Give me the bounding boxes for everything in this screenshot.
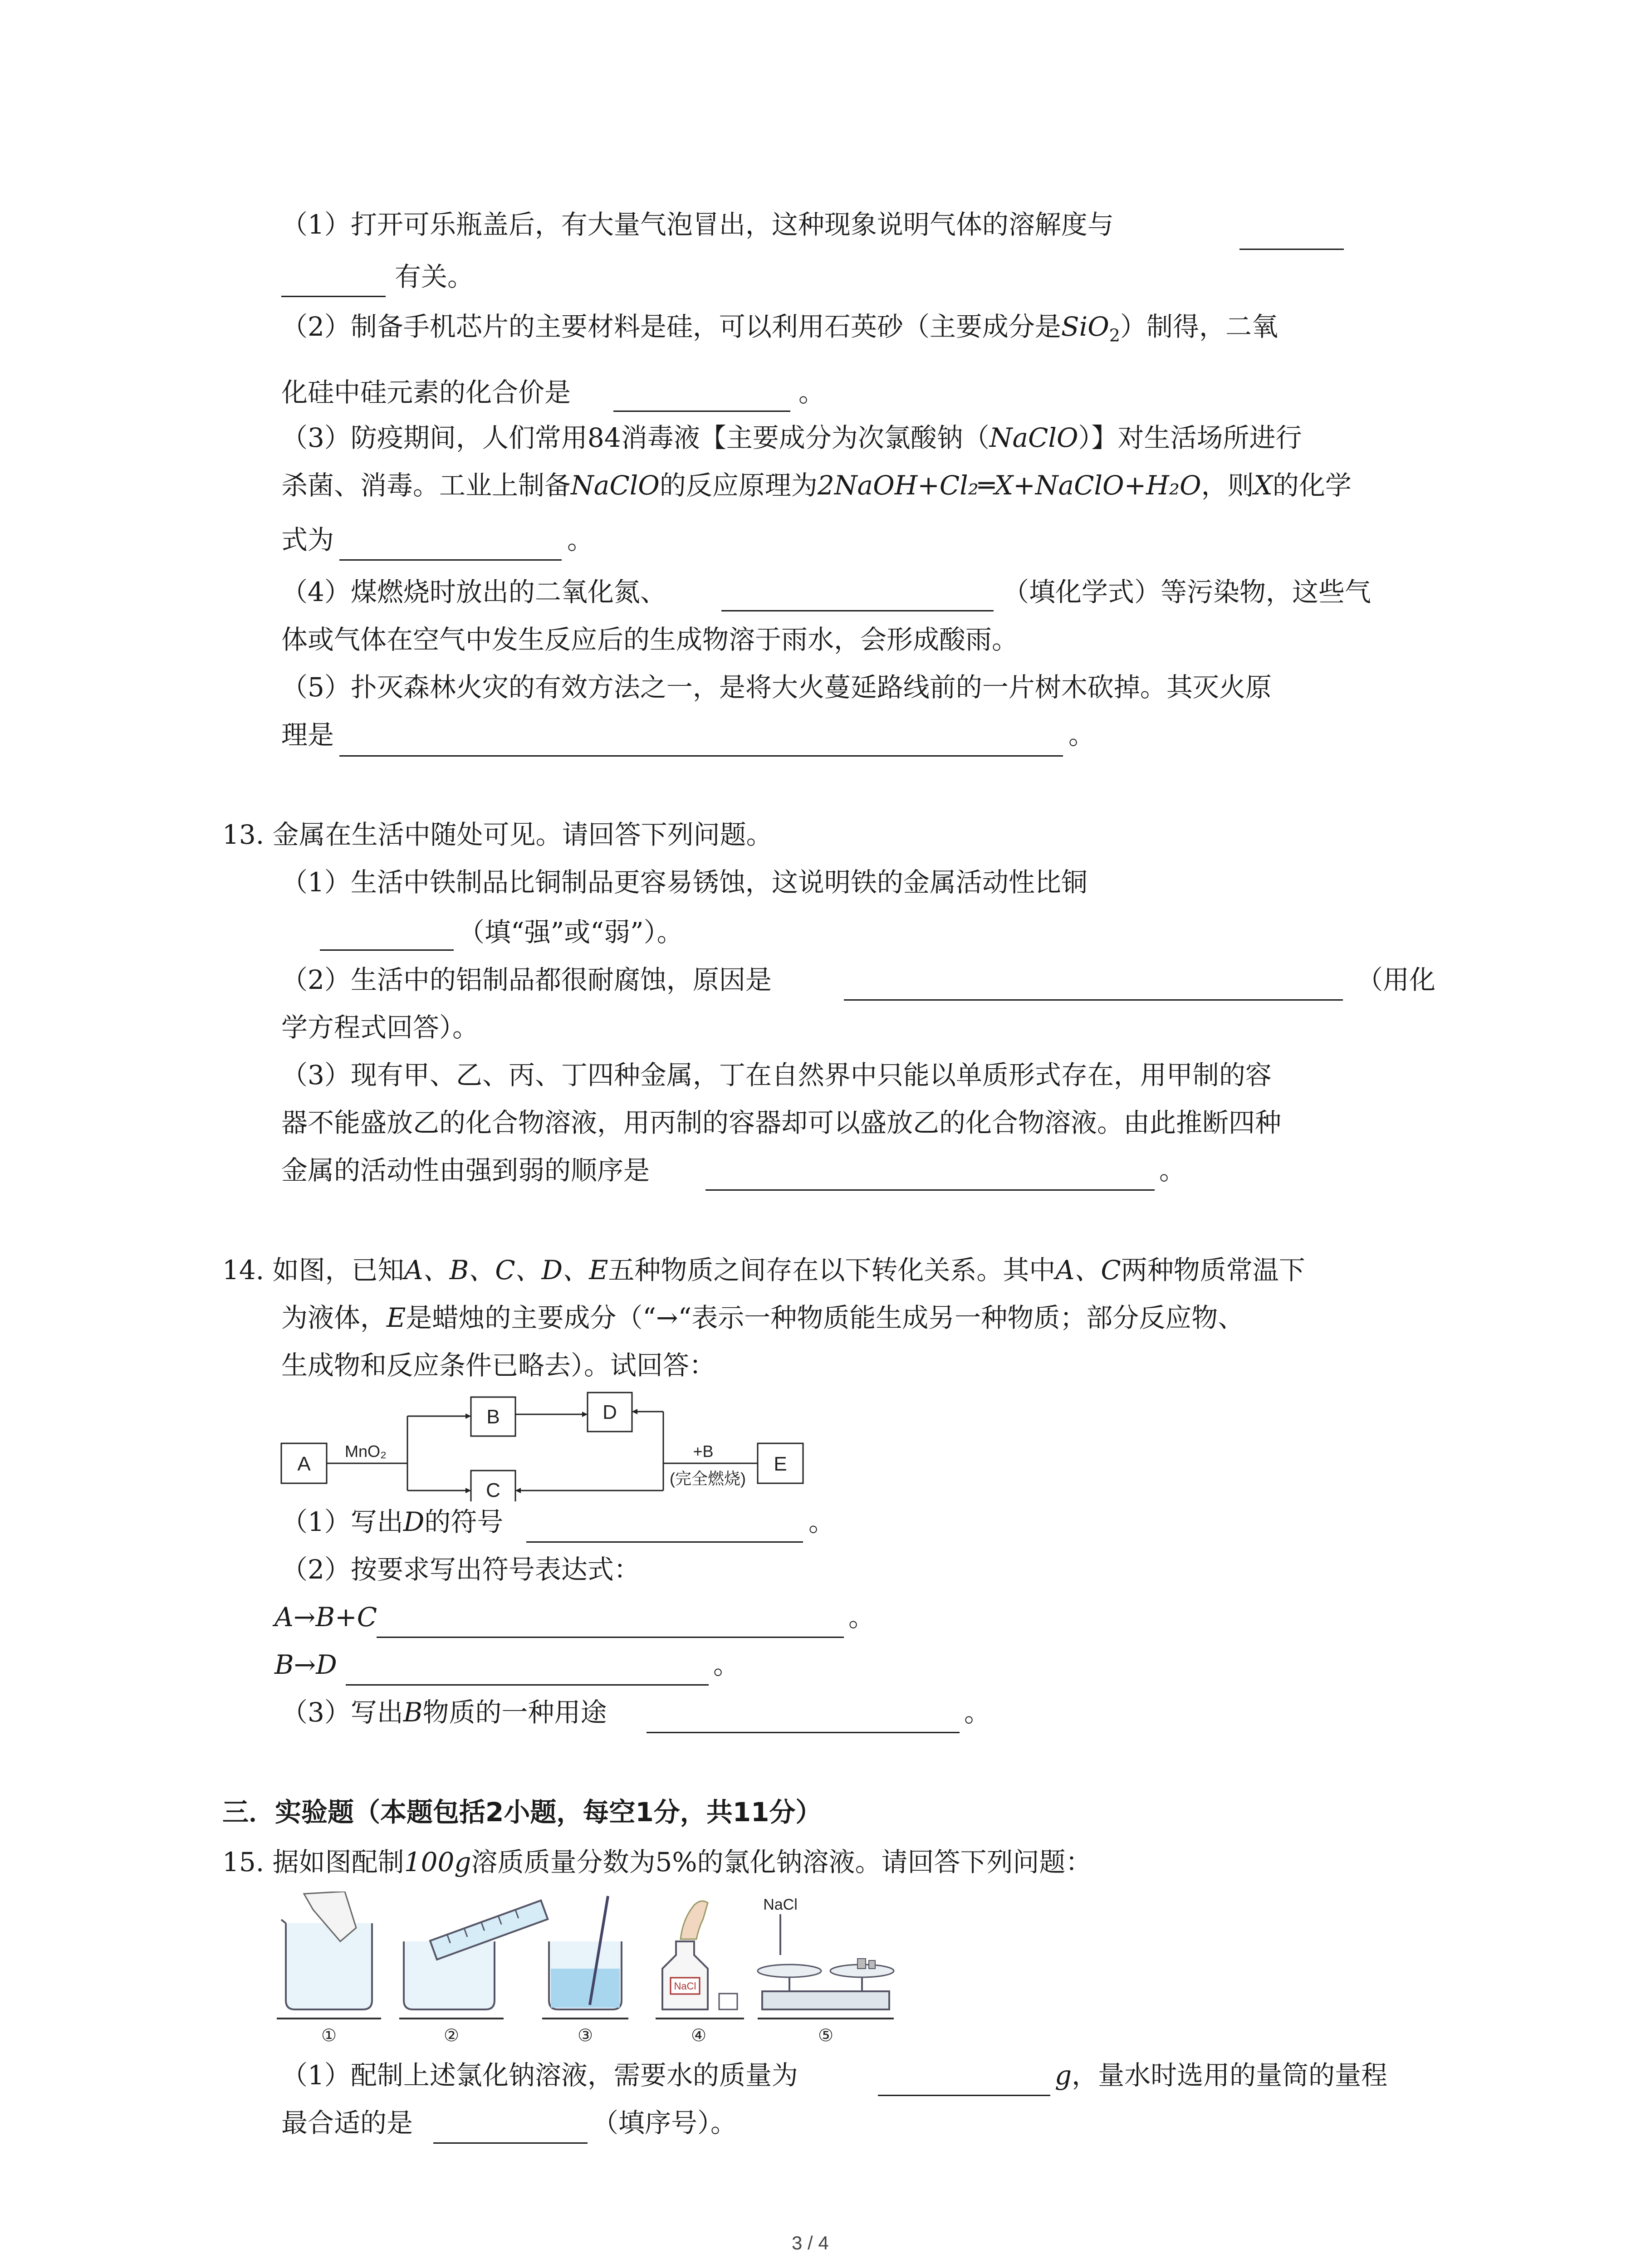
q15-part1-text: （1）配制上述氯化钠溶液，需要水的质量为 [281,2060,798,2091]
q12-part1-text-end: 有关。 [395,261,474,292]
q14-part1-answer-blank[interactable] [526,1541,803,1543]
q12-part3-answer-blank[interactable] [339,559,562,561]
punctuation: 。 [1159,1155,1186,1186]
q14-text-e: 是蜡烛的主要成分（“→“表示一种物质能生成另一种物质；部分反应物、 [406,1302,1244,1333]
punctuation: 。 [808,1506,835,1537]
q14-part1-end [808,1504,835,1540]
q12-part5-line2 [281,717,334,753]
q13-part1-text: （1）生活中铁制品比铜制品更容易锈蚀，这说明铁的金属活动性比铜 [281,867,1087,898]
q14-eq2-text: B→D [274,1649,337,1680]
q13-title [222,816,773,853]
q13-part3-line1 [281,1057,1272,1093]
q14-part2-text: （2）按要求写出符号表达式： [281,1554,640,1585]
q13-part2-line1 [281,962,772,998]
q14-eq1-text: A→B+C [274,1602,377,1633]
step1-beaker-illustration [277,1892,381,2019]
q13-part2-text-post: （用化 [1357,964,1436,995]
punctuation: 。 [848,1602,875,1633]
q12-part5-text: （5）扑灭森林火灾的有效方法之一，是将大火蔓延路线前的一片树木砍掉。其灭火原 [281,672,1272,703]
catalyst-label: MnO₂ [345,1442,387,1461]
q12-part4-text-post: （填化学式）等污染物，这些气 [1003,577,1372,607]
q12-part3-line3 [281,522,334,558]
q13-part3-text-c: 金属的活动性由强到弱的顺序是 [281,1155,650,1186]
label-a: A [297,1453,311,1475]
q13-part2-post [1357,962,1435,998]
q14-text-f: 生成物和反应条件已略去）。试回答： [281,1350,716,1381]
step-label-5: ⑤ [818,2026,834,2045]
q13-part2-answer-blank[interactable] [844,999,1343,1001]
q12-part2-line2 [281,374,571,411]
formula-naclo-2: NaClO [571,470,660,501]
unit-g: g [1055,2060,1072,2091]
label-c: C [486,1479,500,1501]
q13-part1-line1 [281,864,1087,900]
q14-ac: A、C [1055,1255,1121,1286]
q15-part1-text-b: 最合适的是 [281,2107,413,2138]
q15-title-text: 15. 据如图配制 [222,1847,404,1877]
q14-substances: A、B、C、D、E [404,1255,608,1286]
q15-part1-text-post: ，量水时选用的量筒的量程 [1072,2060,1388,2091]
q14-text-a: 14. 如图，已知 [222,1255,404,1286]
q12-part2-text-post: ）制得，二氧 [1120,311,1278,342]
q12-part4-answer-blank[interactable] [721,610,994,611]
q14-e: E [387,1302,406,1333]
q12-part1-text: （1）打开可乐瓶盖后，有大量气泡冒出，这种现象说明气体的溶解度与 [281,209,1114,240]
page-number: 3 / 4 [792,2232,829,2253]
q13-part3-line2 [281,1105,1281,1141]
q15-apparatus-figure [277,1892,948,2046]
step-label-1: ① [321,2026,337,2045]
reactant-label: +B [693,1442,714,1461]
q12-part5-end [1068,717,1095,753]
q12-part4-text: （4）煤燃烧时放出的二氧化氮、 [281,577,666,607]
q15-title-text-post: 溶质质量分数为5%的氯化钠溶液。请回答下列问题： [471,1847,1092,1877]
q14-text-b: 五种物质之间存在以下转化关系。其中 [608,1255,1056,1286]
formula-naclo: NaClO [989,422,1078,453]
condition-label: (完全燃烧) [670,1469,746,1488]
q12-part4-line1-post [1003,574,1371,610]
step-label-2: ② [443,2026,460,2045]
q14-eq1 [274,1599,377,1635]
q12-part2-text-b: 化硅中硅元素的化合价是 [281,377,571,408]
punctuation: 。 [964,1697,991,1728]
q14-part3-end [964,1694,990,1730]
q14-flow-diagram [277,1388,812,1501]
q12-part3-line1 [281,420,1302,456]
q14-part3 [281,1694,607,1730]
formula-sio2: SiO [1061,311,1109,342]
q12-part4-text-b: 体或气体在空气中发生反应后的生成物溶于雨水，会形成酸雨。 [281,624,1019,655]
punctuation: 。 [798,377,825,408]
q13-part1-answer-blank[interactable] [320,949,454,951]
q14-part3-text-post: 物质的一种用途 [422,1697,607,1728]
punctuation: 。 [1068,719,1095,750]
q12-part4-line2 [281,621,1018,658]
q12-part3-end [567,522,593,558]
q14-part2 [281,1551,640,1588]
q14-part1-d: D [403,1506,425,1537]
q14-eq2-end [713,1647,740,1683]
step2-pouring-illustration [399,1901,548,2019]
label-b: B [486,1406,500,1428]
q15-part1-cylinder-blank[interactable] [433,2142,588,2144]
q12-part3-text-then: ，则 [1201,470,1254,501]
q12-part2-line1 [281,308,1278,354]
q14-text-d: 为液体， [281,1302,387,1333]
q12-part3-text: （3）防疫期间，人们常用84消毒液【主要成分为次氯酸钠（ [281,422,989,453]
step-label-4: ④ [691,2026,707,2045]
q13-title-text: 13. 金属在生活中随处可见。请回答下列问题。 [222,819,773,850]
step5-balance-illustration [758,1896,894,2019]
q12-part1-answer-blank-b[interactable] [281,296,386,297]
step3-stirring-illustration [542,1896,628,2019]
q12-part3-text-mid: 的反应原理为 [659,470,818,501]
q13-part3-answer-blank[interactable] [705,1189,1155,1191]
q14-part1 [281,1504,503,1540]
nacl-label: NaCl [763,1896,798,1913]
q12-part3-text-b: 杀菌、消毒。工业上制备 [281,470,571,501]
q13-part3-line3 [281,1152,650,1188]
q14-part1-text-post: 的符号 [424,1506,504,1537]
reaction-equation: 2NaOH+Cl₂═X+NaClO+H₂O [817,470,1201,501]
punctuation: 。 [713,1649,740,1680]
q12-part3-text-post: ）】对生活场所进行 [1078,422,1302,453]
formula-subscript: 2 [1109,325,1120,346]
q12-part1-line2 [395,259,474,295]
q15-title [222,1844,1092,1880]
q13-part3-end [1159,1152,1185,1188]
q12-part5-line1 [281,669,1272,705]
q14-text-c: 两种物质常温下 [1121,1255,1305,1286]
q15-part1-line1 [281,2057,798,2093]
q14-part3-text: （3）写出 [281,1697,403,1728]
q14-part1-text: （1）写出 [281,1506,403,1537]
q14-eq1-answer-blank[interactable] [377,1637,844,1638]
q13-part2-line2 [281,1009,479,1046]
q13-part2-text-b: 学方程式回答）。 [281,1012,479,1043]
q15-mass: 100g [404,1847,471,1877]
label-d: D [603,1401,617,1423]
q14-eq2-answer-blank[interactable] [346,1684,709,1686]
q14-eq2 [274,1647,337,1683]
step-label-3: ③ [577,2026,593,2045]
q14-line1 [222,1252,1305,1288]
q15-part1-water-mass-blank[interactable] [878,2095,1050,2096]
punctuation: 。 [567,524,594,555]
q12-part4-line1 [281,574,666,610]
q15-part1-line1-post [1055,2057,1387,2093]
q12-part3-line2 [281,467,1352,503]
label-e: E [774,1453,787,1475]
q12-part5-text-b: 理是 [281,719,334,750]
q13-part1-text-b: （填“强”或“弱”）。 [458,917,683,948]
q12-part5-answer-blank[interactable] [339,755,1063,757]
q12-part2-text: （2）制备手机芯片的主要材料是硅，可以利用石英砂（主要成分是 [281,311,1061,342]
q12-part2-answer-blank[interactable] [613,411,790,412]
q12-part3-text-end: 的化学 [1272,470,1352,501]
bottle-label: NaCl [674,1980,696,1992]
q14-line3 [281,1347,715,1383]
q12-part3-text-c: 式为 [281,524,334,555]
q13-part2-text: （2）生活中的铝制品都很耐腐蚀，原因是 [281,964,772,995]
q12-part1-answer-blank-a[interactable] [1239,249,1344,250]
q12-part1-line1 [281,206,1114,243]
q12-part2-end [798,374,825,411]
step4-reagent-bottle-illustration [656,1901,744,2019]
q14-part3-b: B [403,1697,423,1728]
symbol-x: X [1254,470,1273,501]
section-3-heading-text: 三．实验题（本题包括2小题，每空1分，共11分） [222,1797,822,1828]
q13-part1-line2 [458,914,683,950]
section-3-heading [222,1794,822,1830]
q15-part1-text-b-post: （填序号）。 [592,2107,737,2138]
q14-eq1-end [848,1599,875,1635]
q13-part3-text-a: （3）现有甲、乙、丙、丁四种金属，丁在自然界中只能以单质形式存在，用甲制的容 [281,1060,1272,1090]
q15-part1-line2 [281,2105,413,2141]
q14-part3-answer-blank[interactable] [647,1732,960,1733]
q15-part1-line2-post [592,2105,737,2141]
q13-part3-text-b: 器不能盛放乙的化合物溶液，用丙制的容器却可以盛放乙的化合物溶液。由此推断四种 [281,1107,1282,1138]
q14-line2 [281,1300,1244,1336]
